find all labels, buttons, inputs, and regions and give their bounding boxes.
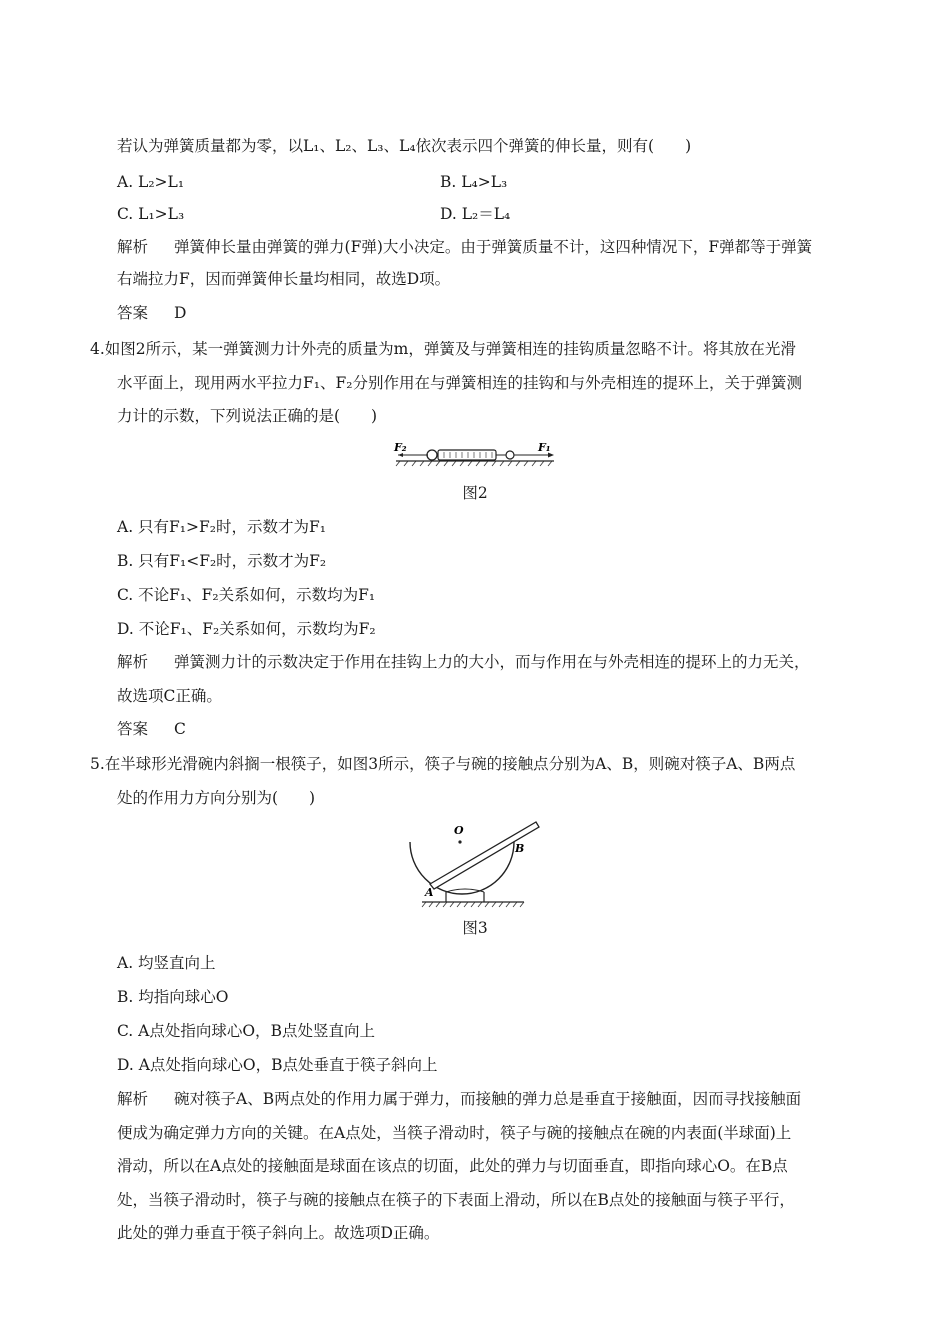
figure-3-bowl-chopstick [398, 818, 548, 910]
q4-analysis-text-1: 弹簧测力计的示数决定于作用在挂钩上力的大小，而与作用在与外壳相连的提环上的力无关， [174, 653, 810, 671]
q3-analysis-text-1: 弹簧伸长量由弹簧的弹力(F弹)大小决定。由于弹簧质量不计，这四种情况下，F弹都等于弹簧 [174, 238, 813, 256]
figure-2-label-f2: F₂ [394, 441, 407, 454]
q4-stem-line-3: 力计的示数，下列说法正确的是( ) [117, 407, 378, 425]
q3-analysis-line-1 [117, 236, 812, 258]
figure-2-label-f1: F₁ [538, 441, 551, 454]
q3-answer [117, 302, 186, 324]
figure-3-caption: 图3 [462, 919, 488, 937]
q3-analysis-line-2: 右端拉力F，因而弹簧伸长量均相同，故选D项。 [117, 270, 451, 288]
q4-option-d: D. 不论F₁、F₂关系如何，示数均为F₂ [117, 620, 376, 638]
q5-option-c: C. A点处指向球心O，B点处竖直向上 [117, 1022, 375, 1040]
q5-option-b: B. 均指向球心O [117, 988, 229, 1006]
q5-option-d: D. A点处指向球心O，B点处垂直于筷子斜向上 [117, 1056, 438, 1074]
q4-analysis-line-1 [117, 651, 810, 673]
q3-option-a: A. L₂>L₁ [117, 173, 185, 191]
figure-2-spring-scale [390, 440, 560, 468]
q3-option-d: D. L₂＝L₄ [440, 205, 511, 223]
q3-option-c: C. L₁>L₃ [117, 205, 185, 223]
q4-answer-value: C [174, 720, 186, 738]
q5-analysis-text-1: 碗对筷子A、B两点处的作用力属于弹力，而接触的弹力总是垂直于接触面，因而寻找接触面 [174, 1090, 802, 1108]
q3-answer-label: 答案 [117, 304, 149, 322]
q4-option-b: B. 只有F₁<F₂时，示数才为F₂ [117, 552, 327, 570]
q4-analysis-line-2: 故选项C正确。 [117, 687, 222, 705]
q4-option-c: C. 不论F₁、F₂关系如何，示数均为F₁ [117, 586, 376, 604]
q5-stem-line-2: 处的作用力方向分别为( ) [117, 789, 316, 807]
q5-analysis-line-4: 处，当筷子滑动时，筷子与碗的接触点在筷子的下表面上滑动，所以在B点处的接触面与筷子平行， [117, 1191, 795, 1209]
figure-3-label-a: A [425, 886, 434, 899]
q5-stem-line-1: 5.在半球形光滑碗内斜搁一根筷子，如图3所示，筷子与碗的接触点分别为A、B，则碗对筷子A、B两点 [90, 755, 796, 773]
q5-analysis-line-2: 便成为确定弹力方向的关键。在A点处，当筷子滑动时，筷子与碗的接触点在碗的内表面(半球面)上 [117, 1124, 792, 1142]
q4-stem-line-1: 4.如图2所示，某一弹簧测力计外壳的质量为m，弹簧及与弹簧相连的挂钩质量忽略不计。将其放在光滑 [90, 340, 796, 358]
q5-analysis-line-3: 滑动，所以在A点处的接触面是球面在该点的切面，此处的弹力与切面垂直，即指向球心O。在B点 [117, 1157, 788, 1175]
q4-stem-line-2: 水平面上，现用两水平拉力F₁、F₂分别作用在与弹簧相连的挂钩和与外壳相连的提环上，关于弹簧测 [117, 374, 802, 392]
q5-analysis-line-1 [117, 1088, 801, 1110]
figure-3-label-b: B [515, 842, 525, 855]
q3-option-b: B. L₄>L₃ [440, 173, 508, 191]
q4-answer [117, 718, 186, 740]
q5-option-a: A. 均竖直向上 [117, 954, 216, 972]
q4-answer-label: 答案 [117, 720, 149, 738]
q3-analysis-label: 解析 [117, 238, 149, 256]
q4-analysis-label: 解析 [117, 653, 149, 671]
q3-answer-value: D [174, 304, 187, 322]
q3-stem: 若认为弹簧质量都为零，以L₁、L₂、L₃、L₄依次表示四个弹簧的伸长量，则有( ) [117, 137, 692, 155]
q5-analysis-label: 解析 [117, 1090, 149, 1108]
figure-2-caption: 图2 [462, 484, 488, 502]
q5-analysis-line-5: 此处的弹力垂直于筷子斜向上。故选项D正确。 [117, 1224, 440, 1242]
q4-option-a: A. 只有F₁>F₂时，示数才为F₁ [117, 518, 326, 536]
figure-3-label-o: O [454, 824, 464, 837]
